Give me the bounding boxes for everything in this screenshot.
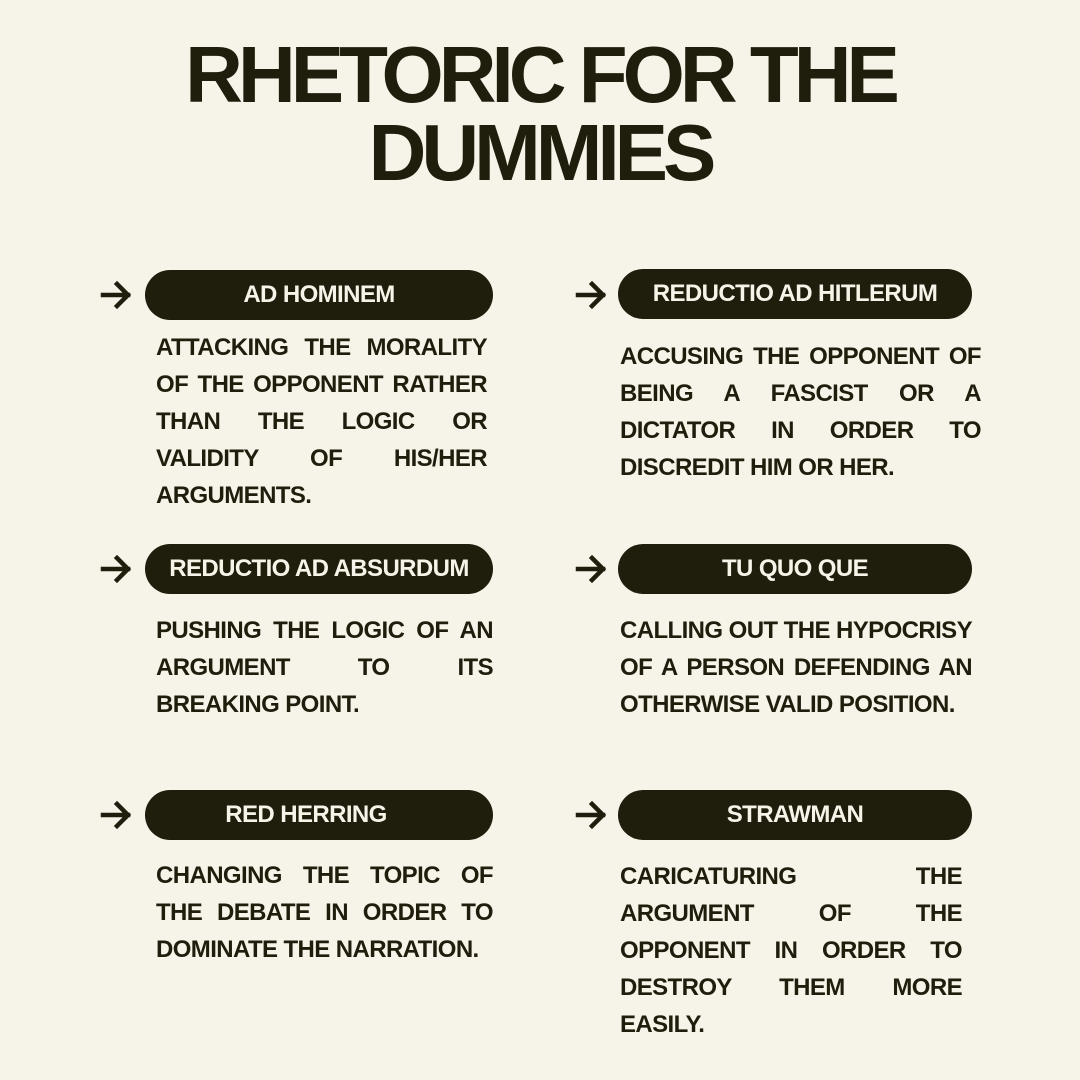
term-pill-red-herring bbox=[145, 790, 493, 840]
term-label: AD HOMINEM bbox=[243, 281, 395, 308]
arrow-right-icon bbox=[575, 280, 609, 310]
arrow-right-icon bbox=[100, 554, 134, 584]
title-line-1: RHETORIC FOR THE bbox=[185, 30, 895, 119]
term-pill-strawman bbox=[618, 790, 972, 840]
term-description: CARICATURING THE ARGUMENT OF THE OPPONENT IN ORDER TO DESTROY THEM MORE EASILY. bbox=[620, 863, 962, 1038]
term-pill-reductio-ad-absurdum bbox=[145, 544, 493, 594]
title-line-2: DUMMIES bbox=[368, 108, 712, 197]
arrow-right-icon bbox=[575, 554, 609, 584]
term-description: PUSHING THE LOGIC OF AN ARGUMENT TO ITS BREAKING POINT. bbox=[156, 617, 493, 718]
term-pill-tu-quo-que bbox=[618, 544, 972, 594]
term-label: REDUCTIO AD HITLERUM bbox=[652, 280, 938, 307]
term-label: STRAWMAN bbox=[726, 801, 864, 828]
term-label: RED HERRING bbox=[225, 801, 387, 828]
term-description: CALLING OUT THE HYPOCRISY OF A PERSON DEFENDING AN OTHERWISE VALID POSITION. bbox=[620, 617, 972, 718]
term-description: ACCUSING THE OPPONENT OF BEING A FASCIST OR A DICTATOR IN ORDER TO DISCREDIT HIM OR HER. bbox=[620, 343, 981, 481]
term-pill-ad-hominem bbox=[145, 270, 493, 320]
arrow-right-icon bbox=[100, 800, 134, 830]
arrow-right-icon bbox=[575, 800, 609, 830]
arrow-right-icon bbox=[100, 280, 134, 310]
term-label: TU QUO QUE bbox=[721, 555, 868, 582]
term-label: REDUCTIO AD ABSURDUM bbox=[169, 555, 469, 582]
term-pill-reductio-ad-hitlerum bbox=[618, 269, 972, 319]
page-title bbox=[0, 30, 1080, 197]
term-description: ATTACKING THE MORALITY OF THE OPPONENT RATHER THAN THE LOGIC OR VALIDITY OF HIS/HER ARGUMENTS. bbox=[156, 334, 487, 509]
term-description: CHANGING THE TOPIC OF THE DEBATE IN ORDER TO DOMINATE THE NARRATION. bbox=[156, 862, 493, 963]
